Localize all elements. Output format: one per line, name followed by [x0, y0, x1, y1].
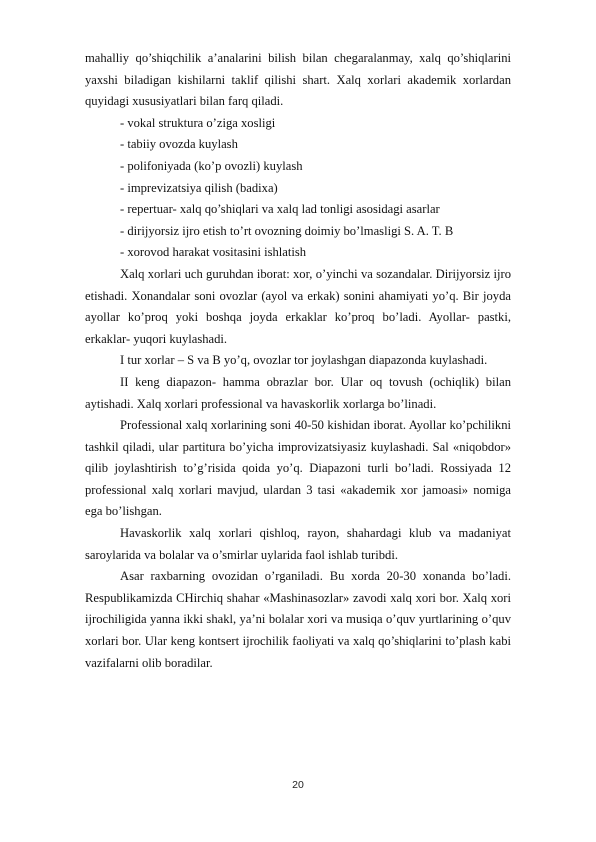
body-paragraph: Professional xalq xorlarining soni 40-50 kishidan iborat. Ayollar ko’pchilikni tashkil qiladi, ular partitura bo’yicha improvizatsiyasiz kuylashadi. Sal «niqobdor» qilib joylashtirish to’g’risida qoida yo’q. Diapazoni turli bo’ladi. Rossiyada 12 professional xalq xorlari mavjud, ulardan 3 tasi «akademik xor jamoasi» nomiga ega bo’lishgan. — [85, 418, 511, 519]
list-item: - polifoniyada (ko’p ovozli) kuylash — [120, 158, 303, 173]
list-item: - xorovod harakat vositasini ishlatish — [120, 245, 307, 260]
list-item: - imprevizatsiya qilish (badixa) — [120, 180, 278, 195]
body-paragraph: II keng diapazon- hamma obrazlar bor. Ular oq tovush (ochiqlik) bilan aytishadi. Xalq xorlari professional va havaskorlik xorlarga bo’linadi. — [85, 374, 511, 411]
list-item: - tabiiy ovozda kuylash — [120, 137, 238, 152]
body-paragraph: Havaskorlik xalq xorlari qishloq, rayon, shahardagi klub va madaniyat saroylarida va bolalar va o’smirlar uylarida faol ishlab turibdi. — [85, 526, 511, 562]
list-item: - dirijyorsiz ijro etish to’rt ovozning doimiy bo’lmasligi S. A. T. B — [120, 223, 454, 238]
features-list — [85, 113, 511, 264]
list-item: - repertuar- xalq qo’shiqlari va xalq lad tonligi asosidagi asarlar — [120, 202, 440, 217]
page-number: 20 — [292, 779, 304, 791]
intro-paragraph: mahalliy qo’shiqchilik a’analarini bilish bilan chegaralanmay, xalq qo’shiqlarini yaxshi biladigan kishilarni taklif qilishi shart. Xalq xorlari akademik xorlardan quyidagi xususiyatlari bilan farq qiladi. — [85, 51, 511, 109]
body-paragraph: Xalq xorlari uch guruhdan iborat: xor, o’yinchi va sozandalar. Dirijyorsiz ijro etishadi. Xonandalar soni ovozlar (ayol va erkak) sonini ahamiyati yo’q. Bir joyda ayollar ko’proq yoki boshqa joyda erkaklar ko’proq bo’ladi. Ayollar- pastki, erkaklar- yuqori kuylashadi. — [85, 266, 511, 346]
body-paragraph: Asar raxbarning ovozidan o’rganiladi. Bu xorda 20-30 xonanda bo’ladi. Respublikamizda CHirchiq shahar «Mashinasozlar» zavodi xalq xori bor. Xalq xori ijrochiligida yanna ikki shakl, ya’ni bolalar xori va musiqa o’quv yurtlarining o’quv xorlari bor. Ular keng kontsert ijrochilik faoliyati va xalq qo’shiqlarini to’plash kabi vazifalarni olib boradilar. — [85, 569, 511, 670]
body-paragraph: I tur xorlar – S va B yo’q, ovozlar tor joylashgan diapazonda kuylashadi. — [120, 353, 488, 368]
document-page — [85, 48, 511, 674]
list-item: - vokal struktura o’ziga xosligi — [120, 115, 276, 130]
